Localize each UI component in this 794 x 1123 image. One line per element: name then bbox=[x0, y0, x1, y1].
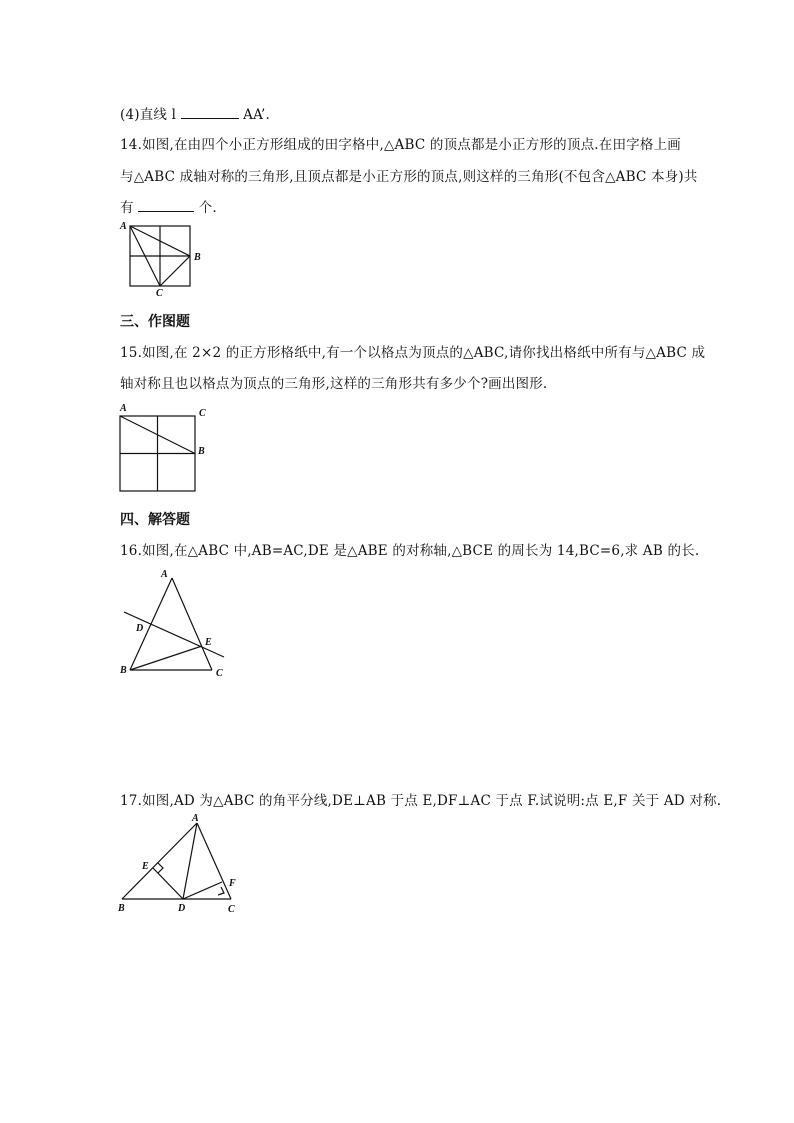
vertex-label-a: A bbox=[192, 813, 199, 824]
point-label-e: E bbox=[205, 637, 212, 648]
vertex-label-b: B bbox=[120, 665, 127, 676]
section-heading-solutions: 四、解答题 bbox=[120, 512, 190, 528]
perpendicular-df bbox=[183, 882, 222, 899]
q15-text-line-1: 15.如图,在 2×2 的正方形格纸中,有一个以格点为顶点的△ABC,请你找出格纸中所有与△ABC 成 bbox=[120, 345, 706, 361]
point-label-f: F bbox=[229, 878, 236, 889]
q14-line3-suffix: 个. bbox=[198, 200, 217, 216]
segment-be bbox=[130, 646, 202, 670]
q13-4-prefix: (4)直线 l bbox=[120, 107, 177, 123]
q14-text-line-1: 14.如图,在由四个小正方形组成的田字格中,△ABC 的顶点都是小正方形的顶点.在田字格上画 bbox=[120, 137, 681, 153]
vertex-label-a: A bbox=[161, 569, 168, 580]
point-label-d: D bbox=[178, 903, 186, 914]
question-13-part-4 bbox=[120, 103, 270, 123]
triangle-side-bc bbox=[160, 256, 190, 286]
symmetry-axis-de bbox=[124, 612, 224, 657]
q15-text-line-2: 轴对称且也以格点为顶点的三角形,这样的三角形共有多少个?画出图形. bbox=[120, 376, 548, 392]
point-label-d: D bbox=[136, 623, 144, 634]
perpendicular-de bbox=[153, 868, 183, 899]
vertex-label-b: B bbox=[194, 252, 201, 263]
triangle-side-ac bbox=[130, 226, 160, 286]
section-heading-drawing: 三、作图题 bbox=[120, 314, 190, 330]
q14-line3-prefix: 有 bbox=[120, 200, 134, 216]
right-angle-mark-f bbox=[218, 887, 224, 895]
triangle-side-ab bbox=[130, 226, 190, 256]
right-angle-mark-e bbox=[158, 863, 163, 873]
vertex-label-c: C bbox=[156, 288, 163, 299]
side-ab bbox=[122, 823, 197, 899]
vertex-label-a: A bbox=[120, 221, 127, 232]
answer-blank[interactable] bbox=[138, 199, 194, 212]
segment-ab bbox=[120, 416, 195, 454]
q14-text-line-3 bbox=[120, 196, 217, 216]
vertex-label-c: C bbox=[216, 668, 223, 679]
answer-blank[interactable] bbox=[181, 106, 239, 119]
vertex-label-b: B bbox=[118, 903, 125, 914]
grid-square bbox=[120, 416, 195, 491]
q16-text-line-1: 16.如图,在△ABC 中,AB=AC,DE 是△ABE 的对称轴,△BCE 的周长为 14,BC=6,求 AB 的长. bbox=[120, 543, 700, 559]
side-ac bbox=[197, 823, 231, 899]
vertex-label-a: A bbox=[120, 403, 127, 414]
vertex-label-b: B bbox=[198, 446, 205, 457]
grid-square bbox=[130, 226, 190, 286]
q17-text-line-1: 17.如图,AD 为△ABC 的角平分线,DE⊥AB 于点 E,DF⊥AC 于点 F.试说明:点 E,F 关于 AD 对称. bbox=[120, 793, 722, 809]
point-label-e: E bbox=[142, 861, 149, 872]
q13-4-suffix: AA’. bbox=[243, 107, 271, 123]
vertex-label-c: C bbox=[199, 408, 206, 419]
angle-bisector-ad bbox=[183, 823, 197, 899]
vertex-label-c: C bbox=[228, 904, 235, 915]
side-ab bbox=[130, 578, 172, 670]
q14-text-line-2: 与△ABC 成轴对称的三角形,且顶点都是小正方形的顶点,则这样的三角形(不包含△ABC 本身)共 bbox=[120, 169, 698, 185]
side-ac bbox=[172, 578, 212, 670]
